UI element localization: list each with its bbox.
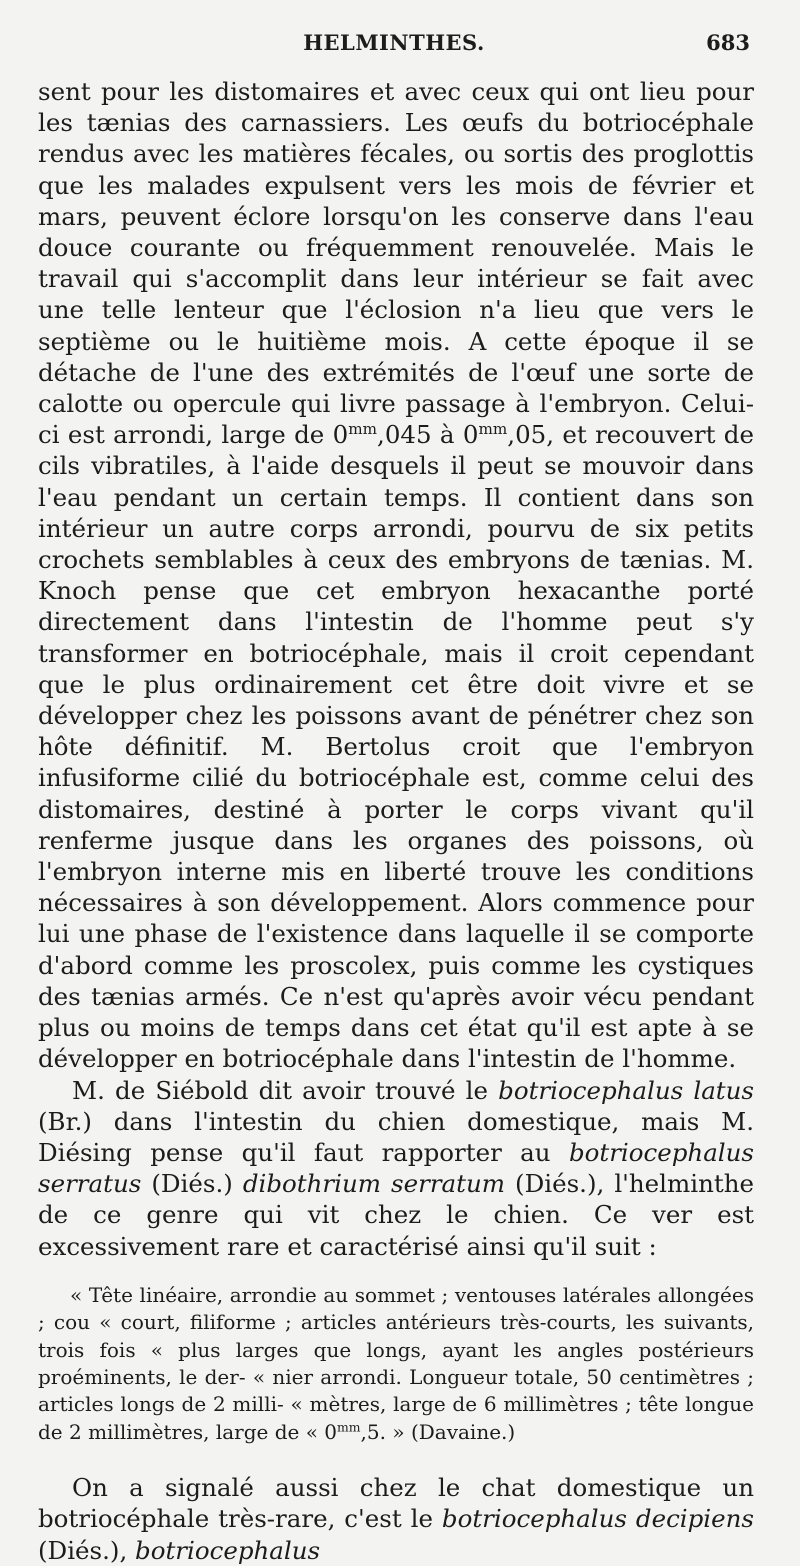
paragraph-cat [38, 1472, 754, 1566]
text-run: ,5. » (Davaine.) [360, 1419, 516, 1444]
quoted-description [38, 1282, 754, 1446]
running-title: HELMINTHES. [303, 30, 485, 55]
text-run: ,05, et recouvert de cils vibratiles, à l'aide desquels il peut se mouvoir dans l'eau pendant un certain temps. Il contient dans son intérieur un autre corps arrondi, pourvu de six petits crochets semblables à ceux des embryons de tænias. M. Knoch pense que cet embryon hexacanthe porté directement dans l'intestin de l'homme peut s'y transformer en botriocéphale, mais il croit cependant que le plus ordinairement cet être doit vivre et se développer chez les poissons avant de pénétrer chez son hôte définitif. M. Bertolus croit que l'embryon infusiforme cilié du botriocéphale est, comme celui des distomaires, destiné à porter le corps vivant qu'il renferme jusque dans les organes des poissons, où l'embryon interne mis en liberté trouve les conditions nécessaires à son développement. Alors commence pour lui une phase de l'existence dans laquelle il se comporte d'abord comme les proscolex, puis comme les cystiques des tænias armés. Ce n'est qu'après avoir vécu pendant plus ou moins de temps dans cet état qu'il est apte à se développer en botriocéphale dans l'intestin de l'homme. [38, 420, 754, 1074]
text-run: (Diés.) [141, 1169, 243, 1199]
text-run: (Diés.), l'helminthe de ce genre qui vit chez le chien. Ce ver est excessivement rare et caractérisé ainsi qu'il suit : [38, 1169, 754, 1261]
page-header [38, 30, 750, 60]
text-run: (Diés.), [38, 1535, 136, 1565]
paragraph-embryo-development [38, 76, 754, 1075]
species-name: botriocephalus latus [498, 1075, 754, 1105]
superscript-unit: mm [348, 420, 378, 439]
text-run: sent pour les distomaires et avec ceux qui ont lieu pour les tænias des carnassiers. Les œufs du botriocéphale rendus avec les matières fécales, ou sortis des proglottis que les malades expulsent vers les mois de février et mars, peuvent éclore lorsqu'on les conserve dans l'eau douce courante ou fréquemment renouvelée. Mais le travail qui s'accomplit dans leur intérieur se fait avec une telle lenteur que l'éclosion n'a lieu que vers le septième ou le huitième mois. A cette époque il se détache de l'une des extrémités de l'œuf une sorte de calotte ou opercule qui livre passage à l'embryon. Celui-ci est arrondi, large de 0 [38, 77, 754, 450]
quote-text [38, 1282, 754, 1446]
superscript-unit: mm [337, 1419, 361, 1435]
text-run: M. de Siébold dit avoir trouvé le [72, 1075, 499, 1105]
species-name: botriocephalus decipiens [441, 1504, 754, 1534]
paragraph-siebold [38, 1075, 754, 1262]
superscript-unit: mm [478, 420, 508, 439]
species-name: botriocephalus [135, 1535, 321, 1565]
page-number: 683 [706, 30, 750, 55]
page-body [38, 76, 754, 1566]
text-run: « Tête linéaire, arrondie au sommet ; ventouses latérales allongées ; cou « court, filiforme ; articles antérieurs très-courts, les suivants, trois fois « plus larges que longs, ayant les angles postérieurs proéminents, le der- « nier arrondi. Longueur totale, 50 centimètres ; articles longs de 2 milli- « mètres, large de 6 millimètres ; tête longue de 2 millimètres, large de « 0 [38, 1282, 754, 1444]
species-name: botriocephalus serratus [38, 1137, 754, 1199]
text-run: On a signalé aussi chez le chat domestique un botriocéphale très-rare, c'est le [38, 1473, 754, 1534]
text-run: ,045 à 0 [377, 420, 479, 450]
species-name: dibothrium serratum [242, 1169, 505, 1199]
text-run: (Br.) dans l'intestin du chien domestique, mais M. Diésing pense qu'il faut rapporter au [38, 1106, 754, 1167]
